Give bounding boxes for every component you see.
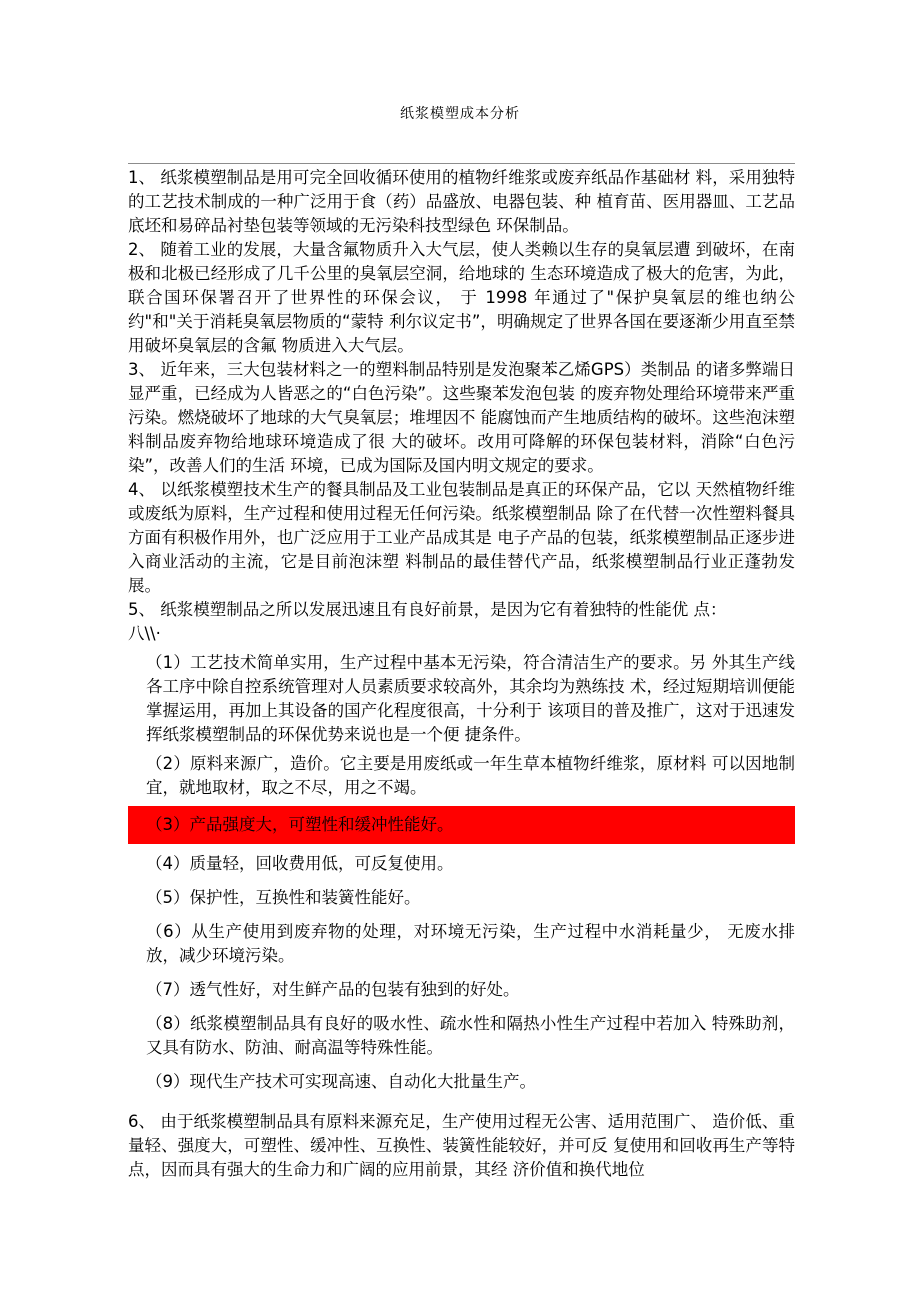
paragraph-6: 6、 由于纸浆模塑制品具有原料来源充足，生产使用过程无公害、适用范围广、 造价低、重量轻、强度大，可塑性、缓冲性、互换性、装簧性能较好，并可反 复使用和回收再生产等特点，因而具有强大的生命力和广阔的应用前景，其经 济价值和换代地位: [128, 1112, 795, 1179]
paragraph-2: 2、 随着工业的发展，大量含氟物质升入大气层，使人类赖以生存的臭氧层遭 到破坏，在南极和北极已经形成了几千公里的臭氧层空洞，给地球的 生态环境造成了极大的危害，为此，联合国环保署召开了世界性的环保会议， 于 1998 年通过了"保护臭氧层的维也纳公约"和"关于消耗臭氧层物质的“蒙特 利尔议定书”，明确规定了世界各国在要逐渐少用直至禁用破坏臭氧层的含氟 物质进入大气层。: [128, 240, 795, 355]
document-title: 纸浆模塑成本分析: [400, 106, 520, 122]
list-item-2: （2）原料来源广，造价。它主要是用废纸或一年生草本植物纤维浆，原材料 可以因地制宜，就地取材，取之不尽，用之不竭。: [146, 754, 795, 797]
list-item-8: （8）纸浆模塑制品具有良好的吸水性、疏水性和隔热小性生产过程中若加入 特殊助剂，又具有防水、防油、耐高温等特殊性能。: [146, 1014, 795, 1057]
highlighted-list-item-3: （3）产品强度大，可塑性和缓冲性能好。: [128, 806, 795, 844]
list-item-5: （5）保护性，互换性和装簧性能好。: [146, 888, 421, 907]
header-rule: [128, 163, 795, 164]
list-item-4: （4）质量轻，回收费用低，可反复使用。: [146, 854, 454, 873]
paragraph-5-tail: 八\\·: [128, 624, 161, 643]
document-body: [128, 166, 795, 1182]
list-item-1: （1）工艺技术简单实用，生产过程中基本无污染，符合清洁生产的要求。另 外其生产线各工序中除自控系统管理对人员素质要求较高外，其余均为熟练技 术，经过短期培训便能掌握运用，再加上其设备的国产化程度很高，十分利于 该项目的普及推广，这对于迅速发挥纸浆模塑制品的环保优势来说也是一个便 捷条件。: [146, 653, 795, 744]
list-item-6: （6）从生产使用到废弃物的处理，对环境无污染，生产过程中水消耗量少， 无废水排放，减少环境污染。: [146, 922, 795, 965]
list-item-7: （7）透气性好，对生鲜产品的包装有独到的好处。: [146, 980, 520, 999]
paragraph-4: 4、 以纸浆模塑技术生产的餐具制品及工业包装制品是真正的环保产品，它以 天然植物纤维或废纸为原料，生产过程和使用过程无任何污染。纸浆模塑制品 除了在代替一次性塑料餐具方面有积极作用外，也广泛应用于工业产品成其是 电子产品的包装，纸浆模塑制品正逐步进入商业活动的主流，它是目前泡沫塑 料制品的最佳替代产品，纸浆模塑制品行业正蓬勃发展。: [128, 480, 795, 595]
paragraph-5: 5、 纸浆模塑制品之所以发展迅速且有良好前景，是因为它有着独特的性能优 点：: [128, 600, 727, 619]
list-item-9: （9）现代生产技术可实现高速、自动化大批量生产。: [146, 1072, 536, 1091]
paragraph-1: 1、 纸浆模塑制品是用可完全回收循环使用的植物纤维浆或废弃纸品作基础材 料，采用独特的工艺技术制成的一种广泛用于食（药）品盛放、电器包装、种 植育苗、医用器皿、工艺品底坯和易碎品衬垫包装等领域的无污染科技型绿色 环保制品。: [128, 168, 795, 235]
paragraph-3: 3、 近年来，三大包装材料之一的塑料制品特别是发泡聚苯乙烯GPS）类制品 的诸多弊端日显严重，已经成为人皆恶之的“白色污染”。这些聚苯发泡包装 的废弃物处理给环境带来严重污染。燃烧破坏了地球的大气臭氧层；堆埋因不 能腐蚀而产生地质结构的破坏。这些泡沫塑料制品废弃物给地球环境造成了很 大的破坏。改用可降解的环保包装材料，消除“白色污染”，改善人们的生活 环境，已成为国际及国内明文规定的要求。: [128, 360, 795, 475]
